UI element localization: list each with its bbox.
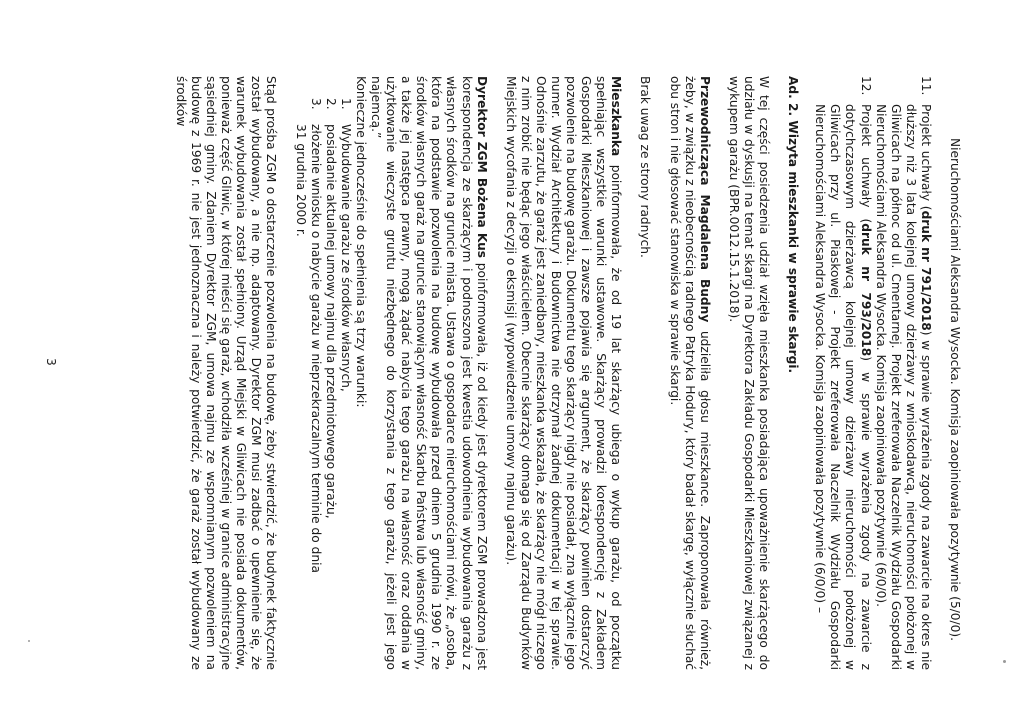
condition-number: 3. (308, 98, 323, 110)
item-druk: druk nr 793/2018 (858, 223, 873, 357)
director-paragraph (368, 76, 489, 670)
condition-text: złożenie wniosku o nabycie garażu w nieprzekraczalnym terminie do dnia (308, 124, 323, 573)
condition-item (308, 98, 323, 670)
resolution-item (812, 76, 872, 670)
document-body (159, 76, 962, 670)
final-paragraph: Stąd prośba ZGM o dostarczenie pozwolenia na budowę, żeby stwierdzić, że budynek faktycznie został wybudowany, a nie np. adaptowany. Dyrektor ZGM musi zadbać o upewnienie się, że warunek wybudowania został spełniony. Urząd Miejski w Gliwicach nie posiada dokumentów, ponieważ część Gliwic, w której mieści się garaż, wchodziła wcześniej w granice administracyjne sąsiedniej gminy. Zdaniem Dyrektor ZGM, umowa najmu ze wspomnianym pozwoleniem na budowę z 1969 r. nie jest jednoznaczna i należy potwierdzić, że garaż został wybudowany ze środków (173, 76, 279, 670)
chair-text: udzieliła głosu mieszkance. Zaproponowała również, żeby, w związku z nieobecnością radnego Patryka Hodury, który badał skargę, wyłącznie słuchać obu stron i nie głosować stanowiska w sprawie skargi. (667, 76, 712, 670)
condition-item (323, 98, 338, 670)
resident-text: poinformowała, że od 19 lat skarżący ubiega o wykup garażu, od początku spełniając wszystkie warunki ustawowe. Skarżący prowadzi korespondencję z Zakładem Gospodarki Mieszkaniowej i zawsze pojawia się argument, że skarżący powinien dostarczyć pozwolenie na budowę garażu. Dokumentu tego skarżący nigdy nie posiadał, zna wyłącznie jego numer. Wydział Architektury i Budownictwa nie otrzymał żadnej dokumentacji w tej sprawie. Odnośnie zarzutu, że garaż jest zaniedbany, mieszkanka wskazała, że skarżący nie mógł niczego z nim zrobić nie będąc jego właścicielem. Obecnie skarżący domaga się od Zarządu Budynków Miejskich wycofania z decyzji o eksmisji (wypowiedzenie umowy najmu garażu). (503, 76, 624, 670)
scan-speck (28, 640, 30, 642)
condition-date: 31 grudnia 2000 r. (293, 124, 308, 237)
intro-paragraph-complaint: W tej części posiedzenia udział wzięła mieszkanka posiadająca upoważnienie skarżącego do udziału w dyskusji na temat skargi na Dyrektora Zakładu Gospodarki Mieszkaniowej związanej z wykupem garażu (BPR.0012.15.1.2018). (726, 76, 772, 670)
item-druk: druk nr 791/2018 (918, 210, 933, 331)
item-text: ) w sprawie wyrażenia zgody na zawarcie z dotychczasowym dzierżawcą kolejnej umowy dzierżawy nieruchomości położonej w Gliwicach przy ul. Piaskowej - Projekt zreferowała Naczelnik Wydziału Gospodarki Nieruchomościami Aleksandra Wysocka. Komisja zaopiniowała pozytywnie (6/0/0) – (813, 104, 873, 670)
resident-paragraph (503, 76, 624, 670)
no-remarks-paragraph: Brak uwag ze strony radnych. (638, 76, 653, 258)
agenda-heading: Ad. 2. Wizyta mieszkanki w sprawie skargi. (786, 76, 801, 374)
item-lead: Projekt uchwały ( (858, 104, 873, 224)
condition-text: posiadanie aktualnej umowy najmu dla przedmiotowego garażu, (323, 124, 338, 519)
condition-item (338, 98, 353, 670)
condition-number: 1. (338, 98, 353, 110)
scan-speck (1003, 660, 1006, 663)
resident-label: Mieszkanka (609, 76, 624, 157)
page-number: 3 (44, 358, 58, 366)
condition-text: Wybudowanie garażu ze środków własnych, (338, 124, 353, 392)
director-text: poinformowała, iż od kiedy jest dyrektorem ZGM prowadzona jest korespondencja ze skarżącym i podnoszona jest kwestia udowodnienia wybudowania garażu z własnych środków na gruncie miasta. Ustawa o gospodarce nieruchomościami mówi, że „osoba, która na podstawie pozwolenia na budowę wybudowała przed dniem 5 grudnia 1990 r. ze środków własnych garaż na gruncie stanowiącym własność Skarbu Państwa lub własność gminy, a także jej następca prawny, mogą żądać nabycia tego garażu na własność oraz oddania w użytkowanie wieczyste gruntu niezbędnego do korzystania z tego garażu, jeżeli jest jego najemcą.” (369, 76, 489, 670)
item-text: ) w sprawie wyrażenia zgody na zawarcie na okres nie dłuższy niż 3 lata kolejnej umowy dzierżawy z wnioskodawcą, nieruchomości położonej w Gliwicach na północ od ul. Cmentarnej. Projekt zreferowała Naczelnik Wydziału Gospodarki Nieruchomościami Aleksandra Wysocka. Komisja zaopiniowała pozytywnie (6/0/0). (873, 104, 933, 670)
chair-paragraph (667, 76, 712, 670)
resolution-list (812, 76, 933, 670)
condition-number: 2. (323, 98, 338, 110)
conditions-list (292, 98, 352, 670)
item-number: 12. (858, 76, 873, 96)
rotated-document (0, 2, 1024, 722)
intro-paragraph: Nieruchomościami Aleksandra Wysocka. Komisja zaopiniowała pozytywnie (5/0/0). (948, 138, 962, 642)
item-lead: Projekt uchwały ( (918, 104, 933, 211)
director-name: Dyrektor ZGM Bożena Kus (474, 76, 489, 259)
resolution-item (873, 76, 933, 670)
conditions-intro: Konieczne jednocześnie do spełnienia są trzy warunki: (353, 76, 368, 408)
chair-name: Przewodnicząca Magdalena Budny (697, 76, 712, 323)
item-number: 11. (918, 76, 933, 96)
